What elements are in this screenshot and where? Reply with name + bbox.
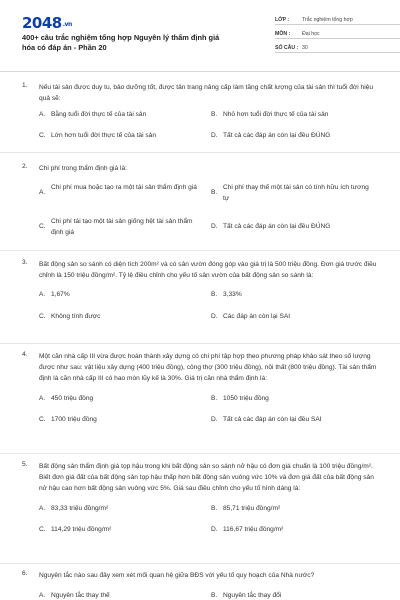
option-text: 1,67%	[51, 291, 70, 299]
option-text: 85,71 triệu đồng/m²	[223, 504, 281, 512]
option-text: 3,33%	[223, 291, 242, 299]
header-divider	[0, 71, 400, 72]
option-letter: A.	[39, 394, 46, 402]
site-logo[interactable]	[22, 14, 72, 32]
option-text: 450 triệu đồng	[51, 394, 94, 402]
option-letter: C.	[39, 415, 46, 423]
option-letter: A.	[39, 291, 46, 299]
option-text: 83,33 triệu đồng/m²	[51, 504, 109, 512]
option-text: 114,29 triệu đồng/m²	[51, 525, 112, 533]
meta-row-subject	[275, 28, 400, 39]
option-d[interactable]	[211, 312, 373, 323]
option-letter: C.	[39, 223, 46, 231]
option-letter: A.	[39, 592, 46, 600]
option-text: Không tính được	[51, 313, 101, 321]
option-text: 1700 triệu đồng	[51, 415, 97, 423]
option-letter: D.	[211, 132, 218, 140]
question-text: Bất động sản thẩm định giá tọp hậu trong khi bất động sản so sánh nở hậu có đơn giá chuẩn là 100 triệu đồng/m². Biết đơn giá đất của bất động sản tọp hậu thấp hơn bất động sản vuông vức 10% và đơn giá đất của bất động sản nở hậu cao hơn bất động sản vuông vức 5%. Giá sau điều chỉnh cho yếu tố hình dáng là:	[39, 463, 374, 493]
document-header	[22, 14, 380, 60]
option-letter: D.	[211, 313, 218, 321]
option-letter: C.	[39, 132, 46, 140]
question-divider	[0, 563, 400, 564]
option-b[interactable]	[211, 591, 373, 600]
question-item	[22, 570, 380, 600]
option-b[interactable]	[211, 183, 373, 204]
option-letter: D.	[211, 223, 218, 231]
option-letter: A.	[39, 111, 46, 119]
option-b[interactable]	[211, 394, 373, 405]
option-letter: B.	[211, 291, 218, 299]
option-text: Chi phí mua hoặc tạo ra một tài sản thẩm định giá	[51, 184, 197, 192]
document-title: 400+ câu trắc nghiệm tổng hợp Nguyên lý thẩm định giá hóa có đáp án - Phần 20	[22, 33, 220, 52]
option-text: Chi phí tái tạo một tài sản giống hệt tài sản thẩm định giá	[51, 218, 193, 236]
question-text: Nguyên tắc nào sau đây xem xét mối quan hệ giữa BĐS với yếu tố quy hoạch của Nhà nước?	[39, 572, 315, 579]
question-item	[22, 351, 380, 423]
question-text: Nếu tài sản được duy tu, bảo dưỡng tốt, được tân trang nâng cấp làm tăng chất lượng của tài sản thì tuổi đời hiệu quả sẽ:	[39, 84, 373, 103]
option-text: Lớn hơn tuổi đời thực tế của tài sản	[51, 132, 156, 140]
option-letter: A.	[39, 504, 46, 512]
option-letter: D.	[211, 415, 218, 423]
option-text: Nhỏ hơn tuổi đời thực tế của tài sản	[223, 111, 329, 119]
meta-key: LỚP :	[275, 17, 290, 23]
option-d[interactable]	[211, 222, 373, 233]
meta-value: Trắc nghiệm tổng hợp	[302, 17, 353, 23]
question-number: 2.	[22, 163, 28, 170]
meta-row-count	[275, 42, 400, 53]
option-text: Nguyên tắc thay thế	[51, 592, 110, 600]
option-text: Bằng tuổi đời thực tế của tài sản	[51, 111, 147, 119]
question-number: 6.	[22, 570, 28, 577]
option-d[interactable]	[211, 131, 373, 142]
option-c[interactable]	[39, 312, 201, 323]
question-divider	[0, 152, 400, 153]
option-a[interactable]	[39, 290, 201, 301]
meta-row-class	[275, 14, 400, 25]
option-letter: B.	[211, 504, 218, 512]
option-text: Chi phí thay thế một tài sản có tính hữu ích tương tự	[223, 184, 369, 202]
question-item	[22, 259, 380, 321]
option-c[interactable]	[39, 415, 201, 426]
question-text: Chi phí trong thẩm định giá là:	[39, 165, 127, 172]
question-item	[22, 82, 380, 140]
option-text: Các đáp án còn lại SAI	[223, 313, 291, 321]
option-letter: C.	[39, 313, 46, 321]
option-a[interactable]	[39, 110, 201, 121]
question-divider	[0, 453, 400, 454]
option-text: 1050 triệu đồng	[223, 394, 269, 402]
option-d[interactable]	[211, 415, 373, 426]
question-text: Một căn nhà cấp III vừa được hoàn thành xây dựng có chi phí tập hợp theo phương pháp khảo sát theo số lượng được như sau: vật liệu xây dựng (400 triệu đồng), công thợ (300 triệu đồng), nội thất (800 triệu đồng). Tài sản thẩm định là căn nhà cấp III có hao mòn lũy kế là 30%. Giá trị căn nhà thẩm định là:	[39, 353, 377, 383]
option-letter: A.	[39, 189, 46, 197]
logo-sub: .vn	[62, 21, 72, 28]
option-letter: B.	[211, 189, 218, 197]
option-letter: D.	[211, 525, 218, 533]
option-b[interactable]	[211, 110, 373, 121]
option-text: 116,67 triệu đồng/m²	[223, 525, 284, 533]
option-a[interactable]	[39, 394, 201, 405]
question-number: 3.	[22, 259, 28, 266]
meta-value: Đại học	[302, 31, 320, 37]
question-divider	[0, 250, 400, 251]
question-item	[22, 461, 380, 533]
option-letter: B.	[211, 394, 218, 402]
question-number: 5.	[22, 461, 28, 468]
option-c[interactable]	[39, 131, 201, 142]
option-text: Tất cả các đáp án còn lại đều ĐÚNG	[223, 132, 331, 140]
logo-main: 2048	[22, 14, 62, 32]
option-letter: B.	[211, 111, 218, 119]
option-b[interactable]	[211, 504, 373, 515]
option-b[interactable]	[211, 290, 373, 301]
question-divider	[0, 343, 400, 344]
question-number: 1.	[22, 82, 28, 89]
option-d[interactable]	[211, 525, 373, 536]
meta-table	[275, 14, 400, 56]
meta-value: 30	[302, 45, 308, 51]
question-text: Bất động sản so sánh có diện tích 200m² và có sân vườn đóng góp vào giá trị là 500 triệu đồng. Đơn giá trước điều chỉnh là 150 triệu đồng/m². Tỷ lệ điều chỉnh cho yếu tố sân vườn của bất động sản so sánh là:	[39, 261, 377, 280]
question-item	[22, 163, 380, 236]
option-text: Tất cả các đáp án còn lại đều SAI	[223, 415, 322, 423]
option-a[interactable]	[39, 591, 201, 600]
option-c[interactable]	[39, 525, 201, 536]
option-letter: C.	[39, 525, 46, 533]
option-text: Nguyên tắc thay đổi	[223, 592, 282, 600]
option-text: Tất cả các đáp án còn lại đều ĐÚNG	[223, 223, 331, 231]
meta-key: SỐ CÂU :	[275, 45, 299, 51]
meta-key: MÔN :	[275, 31, 291, 37]
option-a[interactable]	[39, 183, 201, 199]
question-number: 4.	[22, 351, 28, 358]
option-c[interactable]	[39, 217, 201, 238]
option-letter: B.	[211, 592, 218, 600]
option-a[interactable]	[39, 504, 201, 515]
